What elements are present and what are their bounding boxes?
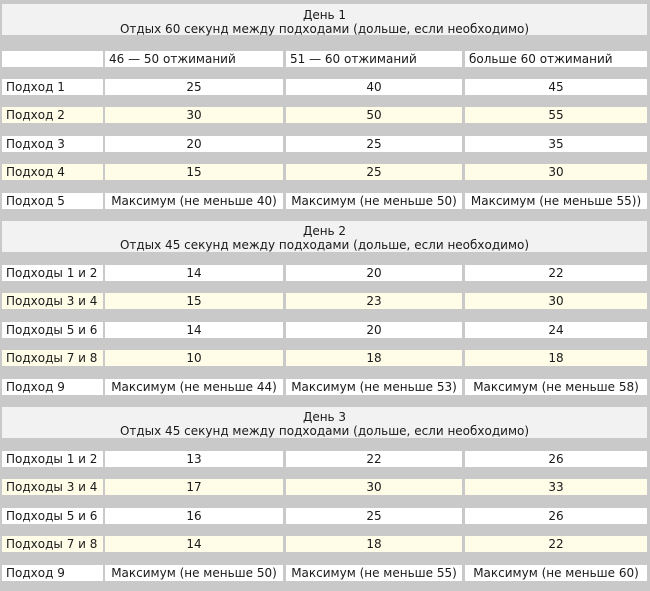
table-row [0, 536, 650, 552]
cell-value: 17 [105, 479, 283, 495]
cell-value: Максимум (не меньше 55)) [465, 193, 647, 209]
column-header: 46 — 50 отжиманий [105, 51, 283, 67]
cell-value: 26 [465, 451, 647, 467]
cell-value: Максимум (не меньше 50) [286, 193, 462, 209]
table-row [0, 136, 650, 152]
table-row [0, 265, 650, 281]
cell-value: 15 [105, 164, 283, 180]
cell-value: Максимум (не меньше 44) [105, 379, 283, 395]
day-1-header [2, 4, 647, 35]
cell-value: Максимум (не меньше 50) [105, 565, 283, 581]
table-row [0, 508, 650, 524]
cell-value: 25 [105, 79, 283, 95]
row-label: Подход 4 [2, 164, 103, 180]
table-row [0, 479, 650, 495]
cell-value: 16 [105, 508, 283, 524]
cell-value: 50 [286, 107, 462, 123]
cell-value: 23 [286, 293, 462, 309]
cell-value: 30 [286, 479, 462, 495]
cell-value: 14 [105, 536, 283, 552]
cell-value: 14 [105, 322, 283, 338]
row-label: Подходы 1 и 2 [2, 265, 103, 281]
column-header: больше 60 отжиманий [465, 51, 647, 67]
cell-value: 22 [465, 536, 647, 552]
cell-value: Максимум (не меньше 53) [286, 379, 462, 395]
day-2-header [2, 221, 647, 252]
cell-value: 15 [105, 293, 283, 309]
table-row [0, 193, 650, 209]
table-row [0, 350, 650, 366]
table-row [0, 107, 650, 123]
table-row [0, 164, 650, 180]
row-label: Подходы 3 и 4 [2, 293, 103, 309]
cell-value: 14 [105, 265, 283, 281]
table-row [0, 565, 650, 581]
cell-value: 35 [465, 136, 647, 152]
cell-value: 13 [105, 451, 283, 467]
column-header: 51 — 60 отжиманий [286, 51, 462, 67]
rest-note: Отдых 45 секунд между подходами (дольше, если необходимо) [119, 238, 530, 252]
table-row [0, 379, 650, 395]
cell-value: 20 [286, 322, 462, 338]
rest-note: Отдых 60 секунд между подходами (дольше, если необходимо) [119, 22, 530, 36]
table-row [0, 293, 650, 309]
cell-value: 45 [465, 79, 647, 95]
column-header-blank [2, 51, 103, 67]
table-row [0, 451, 650, 467]
row-label: Подход 1 [2, 79, 103, 95]
cell-value: 10 [105, 350, 283, 366]
cell-value: Максимум (не меньше 55) [286, 565, 462, 581]
day-title: День 2 [302, 224, 347, 238]
cell-value: 24 [465, 322, 647, 338]
row-label: Подходы 3 и 4 [2, 479, 103, 495]
column-header-row [0, 51, 650, 67]
cell-value: 22 [286, 451, 462, 467]
cell-value: 20 [286, 265, 462, 281]
day-title: День 1 [302, 8, 347, 22]
row-label: Подходы 5 и 6 [2, 508, 103, 524]
cell-value: 30 [465, 293, 647, 309]
table-row [0, 79, 650, 95]
cell-value: 30 [105, 107, 283, 123]
cell-value: 18 [286, 536, 462, 552]
row-label: Подход 2 [2, 107, 103, 123]
cell-value: 20 [105, 136, 283, 152]
cell-value: 18 [465, 350, 647, 366]
row-label: Подход 5 [2, 193, 103, 209]
day-title: День 3 [302, 410, 347, 424]
cell-value: 18 [286, 350, 462, 366]
rest-note: Отдых 45 секунд между подходами (дольше, если необходимо) [119, 424, 530, 438]
row-label: Подход 9 [2, 565, 103, 581]
cell-value: 33 [465, 479, 647, 495]
row-label: Подход 9 [2, 379, 103, 395]
day-3-header [2, 407, 647, 438]
row-label: Подходы 7 и 8 [2, 536, 103, 552]
row-label: Подход 3 [2, 136, 103, 152]
row-label: Подходы 1 и 2 [2, 451, 103, 467]
cell-value: Максимум (не меньше 60) [465, 565, 647, 581]
row-label: Подходы 5 и 6 [2, 322, 103, 338]
cell-value: 25 [286, 164, 462, 180]
row-label: Подходы 7 и 8 [2, 350, 103, 366]
cell-value: Максимум (не меньше 40) [105, 193, 283, 209]
cell-value: 30 [465, 164, 647, 180]
cell-value: 22 [465, 265, 647, 281]
table-row [0, 322, 650, 338]
cell-value: Максимум (не меньше 58) [465, 379, 647, 395]
cell-value: 40 [286, 79, 462, 95]
cell-value: 26 [465, 508, 647, 524]
cell-value: 55 [465, 107, 647, 123]
cell-value: 25 [286, 136, 462, 152]
cell-value: 25 [286, 508, 462, 524]
